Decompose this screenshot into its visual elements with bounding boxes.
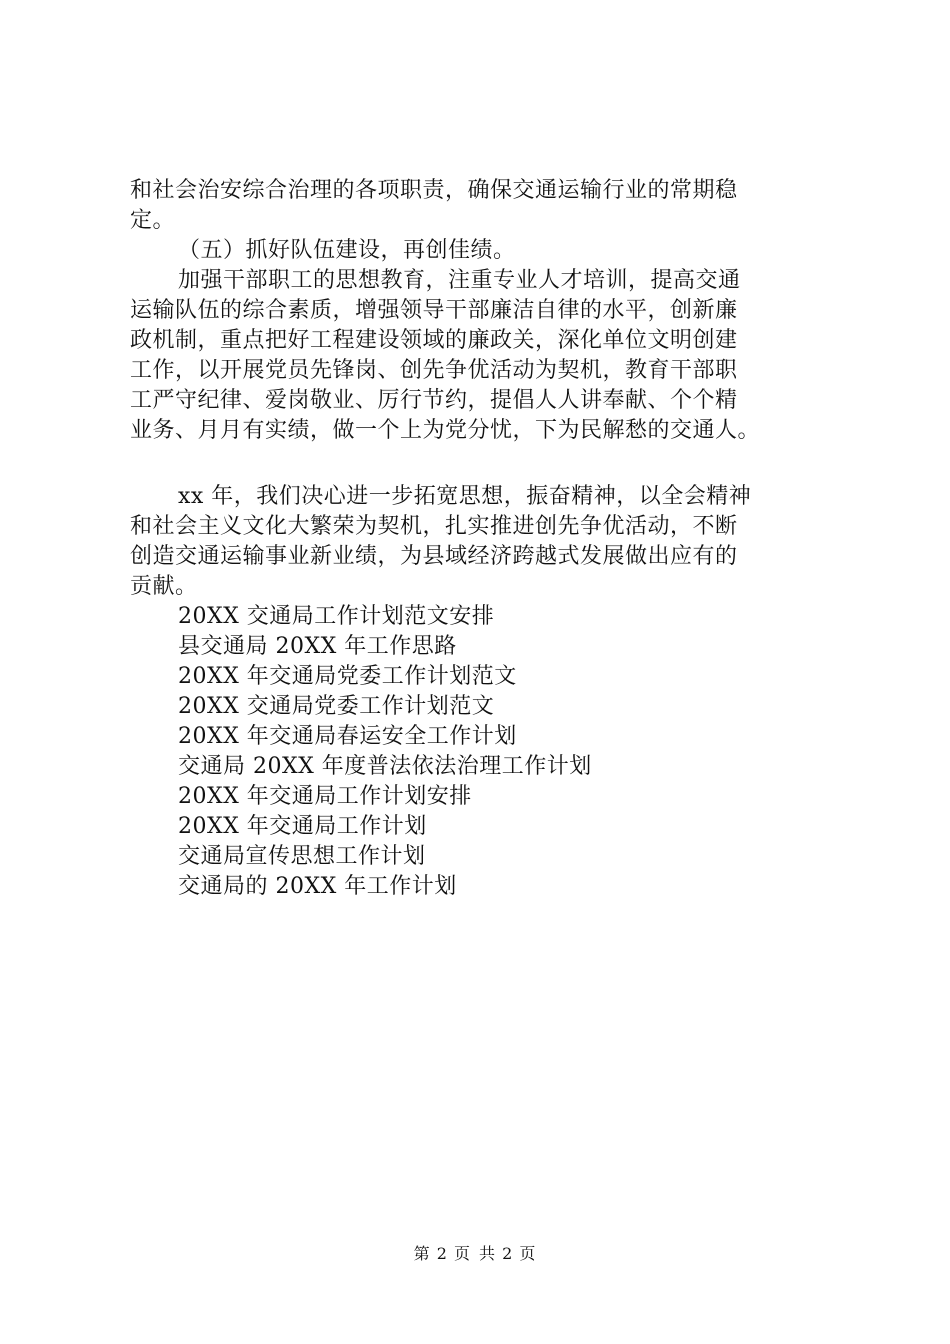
text-line: 工严守纪律、爱岗敬业、厉行节约，提倡人人讲奉献、个个精 [130, 388, 738, 413]
page-footer [0, 1244, 950, 1264]
text-line: 定。 [130, 208, 176, 233]
related-article-link[interactable]: 交通局宣传思想工作计划 [178, 844, 426, 869]
text-line: xx 年，我们决心进一步拓宽思想，振奋精神，以全会精神 [178, 484, 752, 509]
related-article-link[interactable]: 交通局 20XX 年度普法依法治理工作计划 [178, 754, 592, 779]
text-line: 贡献。 [130, 574, 198, 599]
text-line: 运输队伍的综合素质，增强领导干部廉洁自律的水平，创新廉 [130, 298, 738, 323]
text-line: 和社会主义文化大繁荣为契机，扎实推进创先争优活动，不断 [130, 514, 738, 539]
document-body [130, 176, 835, 902]
related-articles-list [130, 602, 835, 902]
related-article-link[interactable]: 20XX 年交通局工作计划 [178, 814, 427, 839]
paragraph-team-building [130, 266, 835, 446]
page-number: 第 2 页 [413, 1244, 471, 1263]
text-line: 业务、月月有实绩，做一个上为党分忧，下为民解愁的交通人。 [130, 418, 761, 443]
related-article-link[interactable]: 20XX 年交通局工作计划安排 [178, 784, 472, 809]
related-article-link[interactable]: 20XX 交通局党委工作计划范文 [178, 694, 495, 719]
paragraph-spacer [130, 446, 835, 482]
paragraph-conclusion [130, 482, 835, 602]
related-article-link[interactable]: 20XX 年交通局春运安全工作计划 [178, 724, 517, 749]
section-heading-five: （五）抓好队伍建设，再创佳绩。 [178, 238, 516, 263]
related-article-link[interactable]: 县交通局 20XX 年工作思路 [178, 634, 457, 659]
related-article-link[interactable]: 20XX 年交通局党委工作计划范文 [178, 664, 517, 689]
text-line: 加强干部职工的思想教育，注重专业人才培训，提高交通 [178, 268, 741, 293]
paragraph-social-order [130, 176, 835, 236]
text-line: 政机制，重点把好工程建设领域的廉政关，深化单位文明创建 [130, 328, 738, 353]
related-article-link[interactable]: 20XX 交通局工作计划范文安排 [178, 604, 495, 629]
text-line: 和社会治安综合治理的各项职责，确保交通运输行业的常期稳 [130, 178, 738, 203]
text-line: 创造交通运输事业新业绩，为县域经济跨越式发展做出应有的 [130, 544, 738, 569]
text-line: 工作，以开展党员先锋岗、创先争优活动为契机，教育干部职 [130, 358, 738, 383]
page-total: 共 2 页 [479, 1244, 537, 1263]
related-article-link[interactable]: 交通局的 20XX 年工作计划 [178, 874, 457, 899]
